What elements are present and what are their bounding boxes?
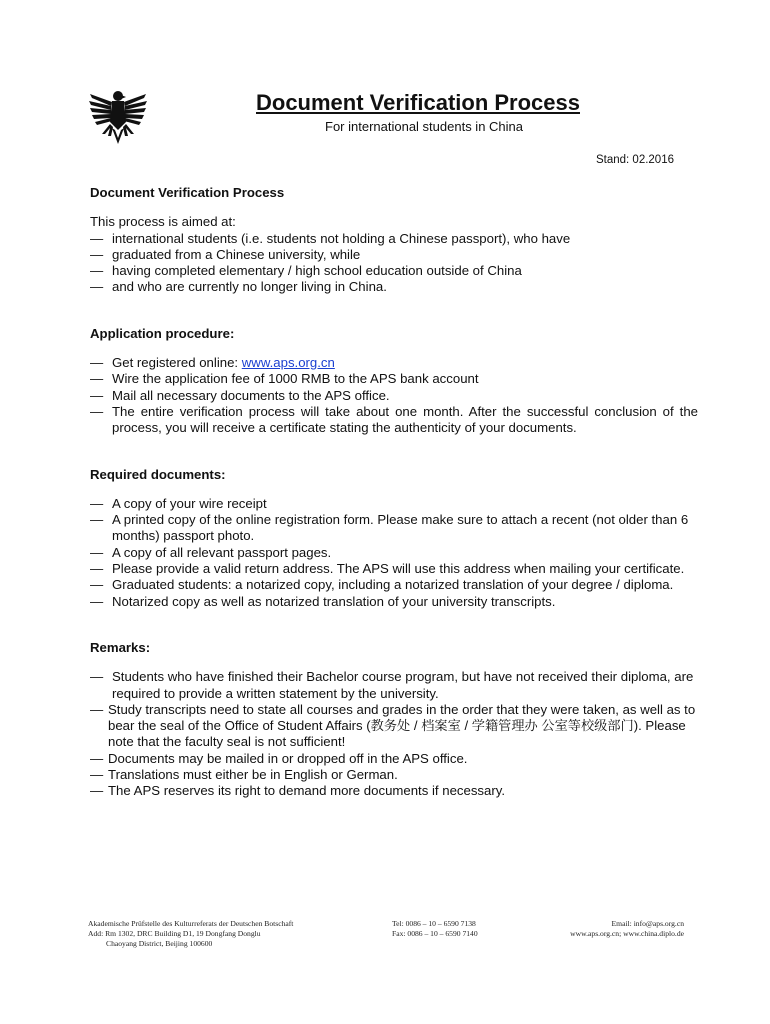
- intro-item: — international students (i.e. students not holding a Chinese passport), who have: [90, 230, 571, 246]
- application-item: — Wire the application fee of 1000 RMB to the APS bank account: [90, 371, 479, 387]
- page-subtitle: For international students in China: [325, 119, 524, 134]
- remarks-heading: Remarks:: [90, 639, 151, 655]
- application-item: — Mail all necessary documents to the APS office.: [90, 387, 390, 403]
- required-item: — A copy of all relevant passport pages.: [90, 544, 332, 560]
- remark-item: — Study transcripts need to state all courses and grades in the order that they were taken, as well as to bear the seal of the Office of Student Affairs (教务处 / 档案室 / 学籍管理办 公室等校级部门). Please note that the faculty seal is not sufficient!: [90, 701, 696, 750]
- required-item: — A printed copy of the online registration form. Please make sure to attach a recent (not older than 6 months) passport photo.: [90, 512, 689, 544]
- intro-item: — having completed elementary / high school education outside of China: [90, 263, 522, 279]
- german-eagle-icon: [88, 86, 148, 150]
- application-item: — The entire verification process will take about one month. After the successful conclusion of the process, you will receive a certificate stating the authenticity of your documents.: [90, 403, 698, 436]
- footer-phone: [392, 919, 522, 939]
- footer-contact: [504, 919, 684, 939]
- intro-item: — graduated from a Chinese university, while: [90, 246, 361, 262]
- remark-item: — Documents may be mailed in or dropped off in the APS office.: [90, 750, 468, 766]
- footer-street: Add: Rm 1302, DRC Building D1, 19 Dongfang Donglu: [88, 929, 261, 938]
- footer-tel: Tel: 0086 – 10 – 6590 7138: [392, 919, 476, 928]
- intro-lead: This process is aimed at:: [90, 214, 236, 230]
- required-item: — Graduated students: a notarized copy, including a notarized translation of your degree / diploma.: [90, 577, 674, 593]
- stand-date: Stand: 02.2016: [595, 154, 674, 166]
- footer-email[interactable]: Email: info@aps.org.cn: [611, 919, 684, 928]
- intro-item: — and who are currently no longer living in China.: [90, 279, 387, 295]
- application-heading: Application procedure:: [90, 325, 235, 341]
- application-item: — Get registered online: www.aps.org.cn: [90, 355, 335, 371]
- footer-web[interactable]: www.aps.org.cn; www.china.diplo.de: [570, 929, 684, 938]
- remark-item: — The APS reserves its right to demand more documents if necessary.: [90, 783, 506, 799]
- intro-heading: Document Verification Process: [90, 185, 285, 200]
- required-heading: Required documents:: [90, 466, 226, 482]
- footer-org: Akademische Prüfstelle des Kulturreferats der Deutschen Botschaft: [88, 919, 294, 928]
- required-item: — A copy of your wire receipt: [90, 495, 267, 511]
- aps-website-link[interactable]: www.aps.org.cn: [241, 355, 335, 371]
- document-body: [90, 185, 698, 800]
- footer-address: [88, 919, 348, 949]
- required-item: — Please provide a valid return address. The APS will use this address when mailing your certificate.: [90, 561, 685, 577]
- footer-district: Chaoyang District, Beijing 100600: [106, 939, 213, 948]
- remark-item: — Students who have finished their Bachelor course program, but have not received their diploma, are required to provide a written statement by the university.: [90, 669, 694, 701]
- remark-item: — Translations must either be in English or German.: [90, 767, 398, 783]
- page-title: Document Verification Process: [256, 90, 580, 115]
- required-item: — Notarized copy as well as notarized translation of your university transcripts.: [90, 593, 556, 609]
- footer-fax: Fax: 0086 – 10 – 6590 7140: [392, 929, 478, 938]
